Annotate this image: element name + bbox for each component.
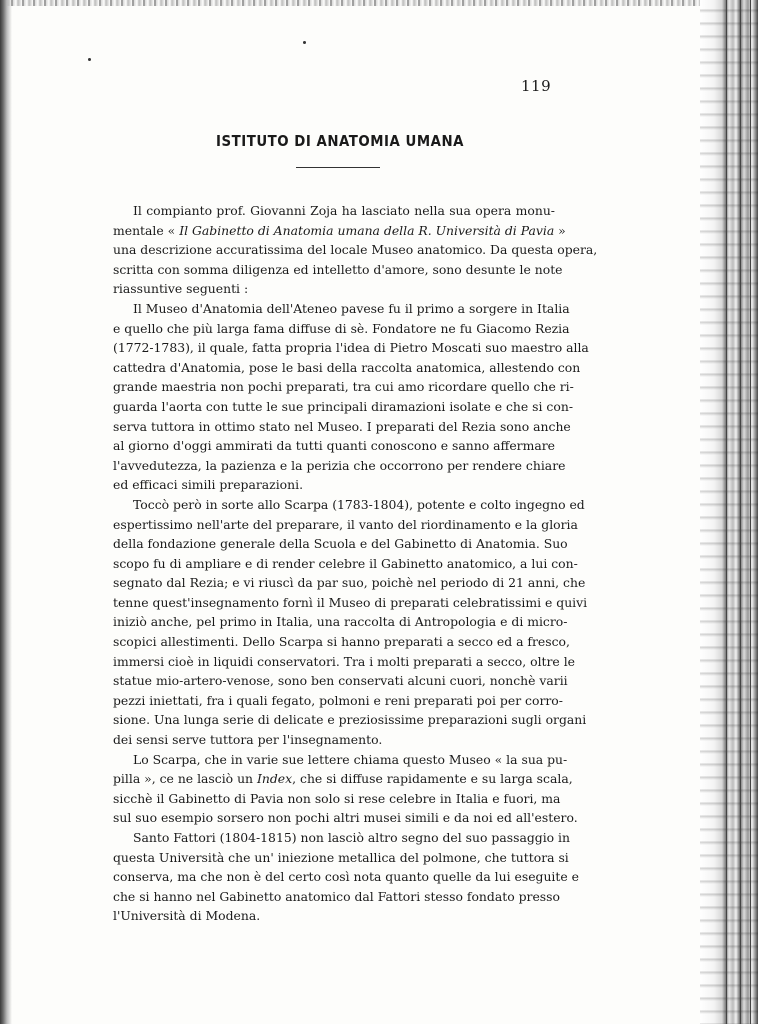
text-line: Lo Scarpa, che in varie sue lettere chiama questo Museo « la sua pu- [133,751,568,767]
text-fragment: pilla », ce ne lasciò un [113,771,257,787]
text-line: dei sensi serve tuttora per l'insegnamento. [113,732,383,748]
italic-title: Index [256,771,293,787]
text-line: ed efficaci simili preparazioni. [113,477,304,493]
text-line: tenne quest'insegnamento fornì il Museo di preparati celebratissimi e quivi [113,594,588,610]
text-line: al giorno d'oggi ammirati da tutti quanti conoscono e sanno affermare [113,438,555,454]
scan-speck [303,41,306,44]
paragraph [113,750,578,828]
text-line: immersi cioè in liquidi conservatori. Tra i molti preparati a secco, oltre le [113,653,575,669]
text-line: guarda l'aorta con tutte le sue principali diramazioni isolate e che si con- [113,398,574,414]
text-line: sicchè il Gabinetto di Pavia non solo si rese celebre in Italia e fuori, ma [113,790,561,806]
binding-shadow [0,0,12,1024]
text-line: Santo Fattori (1804-1815) non lasciò altro segno del suo passaggio in [133,830,570,845]
text-line [113,769,573,789]
text-line: l'Università di Modena. [113,908,261,924]
page-edge-line [750,0,751,1024]
text-line: della fondazione generale della Scuola e del Gabinetto di Anatomia. Suo [113,536,568,552]
text-line: Toccò però in sorte allo Scarpa (1783-1804), potente e colto ingegno ed [133,496,585,512]
text-fragment: mentale « [113,222,180,238]
text-line: che si hanno nel Gabinetto anatomico dal Fattori stesso fondato presso [113,888,560,904]
text-line: grande maestria non pochi preparati, tra cui amo ricordare quello che ri- [113,379,574,395]
paragraph [113,299,589,495]
text-line: serva tuttora in ottimo stato nel Museo. I preparati del Rezia sono anche [113,418,571,434]
paragraph [113,828,579,926]
title-rule [296,167,380,168]
text-line: questa Università che un' iniezione metallica del polmone, che tuttora si [113,849,569,865]
text-line: iniziò anche, pel primo in Italia, una raccolta di Antropologia e di micro- [113,614,568,630]
text-line: espertissimo nell'arte del preparare, il vanto del riordinamento e la gloria [113,516,578,532]
text-line: scopo fu di ampliare e di render celebre il Gabinetto anatomico, a lui con- [113,555,578,571]
text-line: sione. Una lunga serie di delicate e preziosissime preparazioni sugli organi [113,712,587,728]
page-number: 119 [521,77,552,95]
text-line: una descrizione accuratissima del locale Museo anatomico. Da questa opera, [113,242,598,258]
text-line: Il compianto prof. Giovanni Zoja ha lasciato nella sua opera monu- [133,203,555,218]
text-line: scritta con somma diligenza ed intelletto d'amore, sono desunte le note [113,261,563,277]
text-line: conserva, ma che non è del certo così nota quanto quelle da lui eseguite e [113,869,579,885]
body-text [113,201,598,926]
section-title: ISTITUTO DI ANATOMIA UMANA [216,132,464,150]
text-line: Il Museo d'Anatomia dell'Ateneo pavese fu il primo a sorgere in Italia [133,300,570,316]
scan-speck [88,58,91,61]
text-line: riassuntive seguenti : [113,281,249,297]
paragraph [113,201,598,299]
text-fragment: » [554,222,566,238]
text-line: sul suo esempio sorsero non pochi altri musei simili e da noi ed all'estero. [113,810,578,826]
page-edge-line [726,0,727,1024]
text-line: segnato dal Rezia; e vi riuscì da par suo, poichè nel periodo di 21 anni, che [113,575,586,591]
scan-top-edge [0,0,700,6]
text-line [113,221,566,241]
paragraph [113,495,588,750]
text-line: scopici allestimenti. Dello Scarpa si hanno preparati a secco ed a fresco, [113,634,570,650]
text-line: l'avvedutezza, la pazienza e la perizia che occorrono per rendere chiare [113,457,566,473]
text-fragment: , che si diffuse rapidamente e su larga scala, [292,771,573,787]
text-line: statue mio-artero-venose, sono ben conservati alcuni cuori, nonchè varii [113,673,568,689]
page-edge-line [740,0,741,1024]
text-line: (1772-1783), il quale, fatta propria l'idea di Pietro Moscati suo maestro alla [113,340,589,356]
text-line: pezzi iniettati, fra i quali fegato, polmoni e reni preparati poi per corro- [113,692,563,708]
text-line: cattedra d'Anatomia, pose le basi della raccolta anatomica, allestendo con [113,359,581,375]
text-line: e quello che più larga fama diffuse di sè. Fondatore ne fu Giacomo Rezia [113,320,570,336]
italic-title: Il Gabinetto di Anatomia umana della R. Università di Pavia [179,222,555,238]
